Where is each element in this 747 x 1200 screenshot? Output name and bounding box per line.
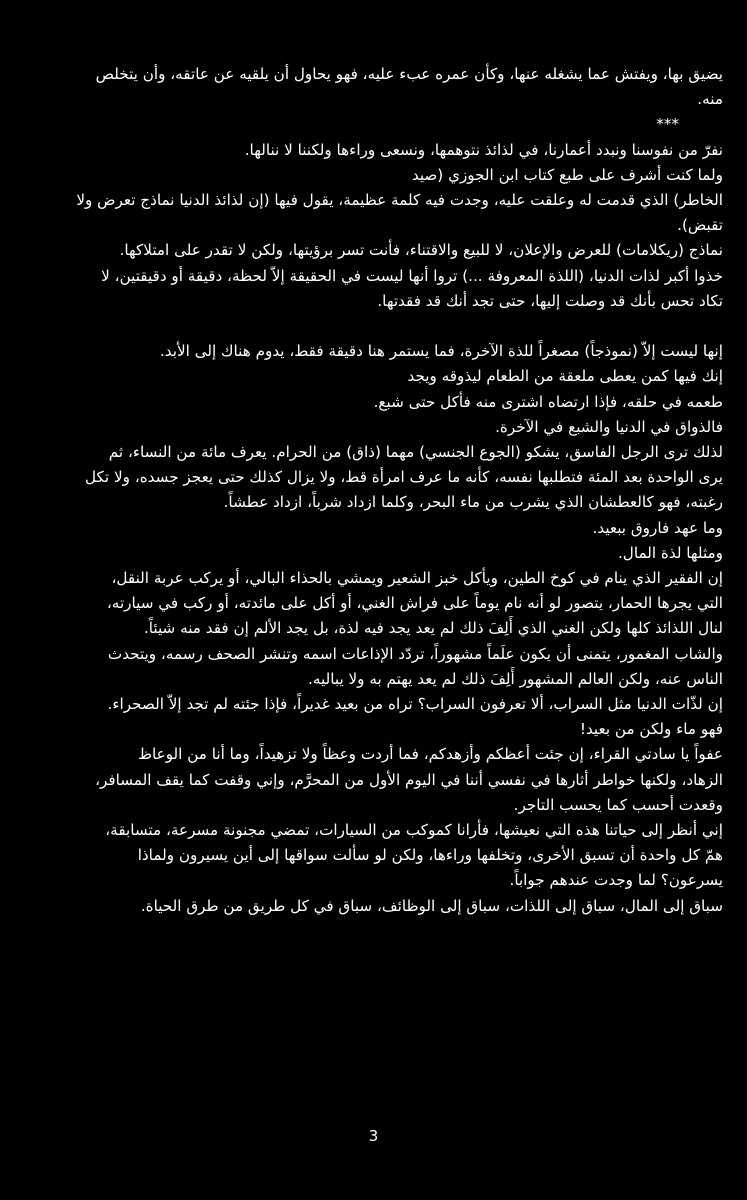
- text-line: يرى الواحدة بعد المئة فتطلبها نفسه، كأنه ما عرف امرأة قط، ولا يزال كذلك حتى يعجز جسده، ولا تكل: [85, 468, 723, 487]
- text-line: طعمه في حلقه، فإذا ارتضاه اشترى منه فأكل حتى شبع.: [373, 392, 723, 411]
- text-line: نفرّ من نفوسنا ونبدد أعمارنا، في لذائذ نتوهمها، ونسعى وراءها ولكننا لا ننالها.: [244, 140, 723, 159]
- text-line: والشاب المغمور، يتمنى أن يكون علَماً مشهوراً، تردّد الإذاعات اسمه وتنشر الصحف رسمه، ويتحدث: [107, 644, 723, 663]
- text-line: التي يجرها الحمار، يتصور لو أنه نام يوماً على فراش الغني، أو أكل على مائدته، أو ركب في سيارته،: [106, 594, 723, 613]
- text-line: الخاطر) الذي قدمت له وعلقت عليه، وجدت فيه كلمة عظيمة، يقول فيها (إن لذائذ الدنيا نماذج تعرض ولا: [76, 191, 723, 210]
- text-line: نماذج (ريكلامات) للعرض والإعلان، لا للبيع والاقتناء، فأنت تسر برؤيتها، ولكن لا تقدر على امتلاكها.: [119, 241, 723, 260]
- text-line: فهو ماء ولكن من بعيد!: [579, 720, 723, 739]
- text-line: لذلك ترى الرجل الفاسق، يشكو (الجوع الجنسي) مهما (ذاق) من الحرام. يعرف مائة من النساء، ثم: [108, 443, 723, 462]
- text-line: عفواً يا سادتي القراء، إن جئت أعظكم وأزهدكم، فما أردت وعظاً ولا تزهيداً، وما أنا من الوعاظ: [137, 745, 723, 764]
- text-line: منه.: [697, 90, 723, 109]
- text-line: لنال اللذائذ كلها ولكن الغني الذي أَلِفَ ذلك لم يعد يجد فيه لذة، بل يجد الألم إن فقد منه شيئاً.: [143, 619, 723, 638]
- text-line: ***: [656, 115, 679, 134]
- text-line: [18, 314, 723, 339]
- text-line: ولما كنت أشرف على طبع كتاب ابن الجوزي (صيد: [411, 165, 723, 184]
- text-line: سباق إلى المال، سباق إلى اللذات، سباق إلى الوظائف، سباق في كل طريق من طرق الحياة.: [140, 896, 723, 915]
- article-text: [18, 62, 723, 919]
- text-line: تقبض).: [677, 216, 723, 235]
- text-line: همّ كل واحدة أن تسبق الأخرى، وتخلفها وراءها، ولكن لو سألت سواقها إلى أين يسيرون ولماذا: [137, 846, 723, 865]
- text-line: ومثلها لذة المال.: [617, 543, 723, 562]
- text-line: إن لذّات الدنيا مثل السراب، ألا تعرفون السراب؟ تراه من بعيد غديراً، فإذا جئته لم تجد إلاّ الصحراء.: [107, 695, 723, 714]
- text-line: إنك فيها كمن يعطى ملعقة من الطعام ليذوقه ويجد: [407, 367, 723, 386]
- text-line: إنها ليست إلاّ (نموذجاً) مصغراً للذة الآخرة، فما يستمر هنا دقيقة فقط، يدوم هناك إلى الأبد.: [159, 342, 723, 361]
- text-line: يسرعون؟ لما وجدت عندهم جواباً.: [509, 871, 723, 890]
- text-line: وقعدت أحسب كما يحسب التاجر.: [513, 795, 723, 814]
- text-line: خذوا أكبر لذات الدنيا، (اللذة المعروفة ...) تروا أنها ليست في الحقيقة إلاّ لحظة، دقيقة أو دقيقتين، لا: [101, 266, 723, 285]
- text-line: الناس عنه، ولكن العالم المشهور أَلِفَ ذلك لم يعد يهتم به ولا يباليه.: [308, 669, 723, 688]
- text-line: إن الفقير الذي ينام في كوخ الطين، ويأكل خبز الشعير ويمشي بالحذاء البالي، أو يركب عربة النقل،: [111, 569, 723, 588]
- text-line: إني أنظر إلى حياتنا هذه التي نعيشها، فأرانا كموكب من السيارات، تمضي مجنونة مسرعة، متسابقة،: [105, 821, 723, 840]
- text-line: الزهاد، ولكنها خواطر أثارها في نفسي أننا في اليوم الأول من المحرَّم، وإني وقفت كما يقف المسافر،: [95, 770, 723, 789]
- text-line: فالذواق في الدنيا والشبع في الآخرة.: [495, 417, 723, 436]
- text-line: رغبته، فهو كالعطشان الذي يشرب من ماء البحر، وكلما ازداد شرباً، ازداد عطشاً.: [223, 493, 723, 512]
- text-line: تكاد تحس بأنك قد وصلت إليها، حتى تجد أنك قد فقدتها.: [377, 291, 723, 310]
- text-line: يضيق بها، ويفتش عما يشغله عنها، وكأن عمره عبء عليه، فهو يحاول أن يلقيه عن عاتقه، وأن يتخلص: [95, 65, 723, 83]
- page-number: 3: [368, 1127, 379, 1145]
- text-line: وما عهد فاروق ببعيد.: [592, 518, 723, 537]
